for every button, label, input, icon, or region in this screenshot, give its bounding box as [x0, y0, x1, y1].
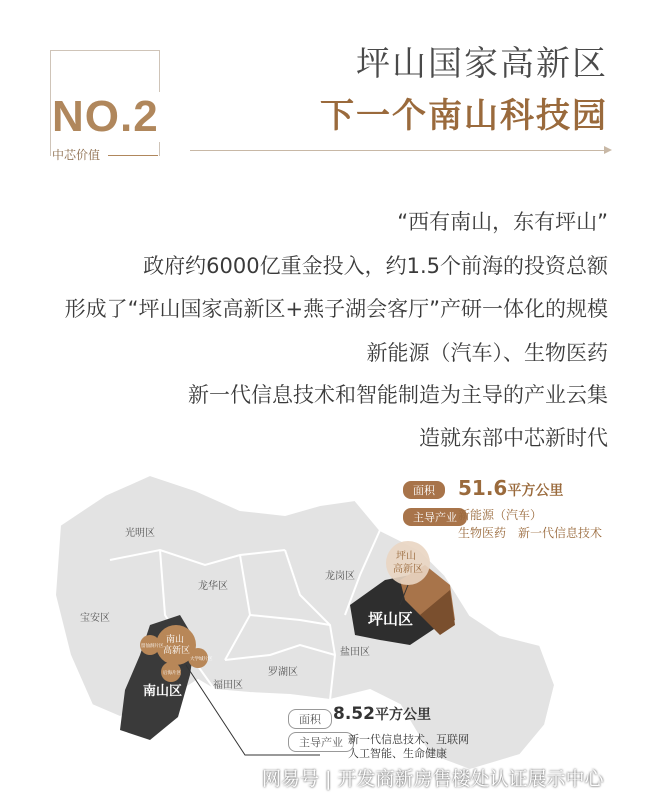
page-title: 坪山国家高新区 [356, 44, 608, 84]
badge-number: NO.2 [52, 92, 159, 141]
divider-line [190, 150, 610, 151]
pingshan-area-value [458, 476, 563, 500]
nanshan-hub-small-label-1: 留仙洞片区 [141, 644, 164, 649]
district-label-guangming: 光明区 [125, 528, 155, 539]
pingshan-district-label: 坪山区 [368, 610, 414, 628]
nanshan-area-value [333, 704, 431, 724]
nanshan-hub-label-1: 南山 [166, 635, 185, 645]
pingshan-industry-line2: 生物医药 新一代信息技术 [458, 526, 603, 540]
badge-underline [108, 155, 158, 156]
district-label-longhua: 龙华区 [198, 581, 228, 592]
badge-subtitle: 中芯价值 [52, 148, 101, 162]
pingshan-area-unit: 平方公里 [507, 483, 564, 499]
pingshan-hub-label-2: 高新区 [393, 564, 423, 575]
nanshan-area-tag: 面积 [288, 709, 332, 729]
nanshan-hub-label-2: 高新区 [163, 646, 191, 656]
district-label-baoan: 宝安区 [80, 613, 110, 624]
pingshan-industry-line1: 新能源（汽车） [458, 508, 543, 522]
nanshan-industry-line2: 人工智能、生命健康 [348, 747, 447, 760]
body-line-6: 造就东部中芯新时代 [419, 426, 608, 450]
district-label-longgang: 龙岗区 [325, 571, 355, 582]
pingshan-hub-circle [386, 541, 430, 585]
nanshan-industry-line1: 新一代信息技术、互联网 [348, 733, 469, 746]
nanshan-district-label: 南山区 [143, 684, 183, 699]
body-line-1: “西有南山，东有坪山” [397, 210, 608, 234]
nanshan-hub-small-label-3: 后海片区 [163, 671, 181, 676]
pingshan-area-tag: 面积 [403, 481, 445, 499]
nanshan-hub-small-label-2: 大学城片区 [190, 657, 213, 662]
pingshan-industry-tag: 主导产业 [403, 508, 467, 526]
divider-arrow-icon [604, 146, 612, 154]
watermark: 网易号 | 开发商新房售楼处认证展示中心 [262, 768, 604, 790]
district-label-luohu: 罗湖区 [268, 667, 298, 678]
body-line-5: 新一代信息技术和智能制造为主导的产业云集 [188, 383, 608, 407]
pingshan-area-number: 51.6 [458, 476, 508, 500]
page-subtitle: 下一个南山科技园 [320, 96, 608, 136]
nanshan-area-number: 8.52 [333, 704, 375, 724]
body-line-4: 新能源（汽车）、生物医药 [366, 341, 608, 365]
district-label-yantian: 盐田区 [340, 647, 370, 658]
nanshan-area-unit: 平方公里 [374, 707, 431, 723]
body-line-3: 形成了“坪山国家高新区+燕子湖会客厅”产研一体化的规模 [64, 297, 608, 321]
pingshan-hub-label-1: 坪山 [396, 551, 416, 562]
district-label-futian: 福田区 [213, 680, 243, 691]
body-line-2: 政府约6000亿重金投入，约1.5个前海的投资总额 [143, 254, 608, 278]
nanshan-industry-tag: 主导产业 [288, 732, 354, 752]
